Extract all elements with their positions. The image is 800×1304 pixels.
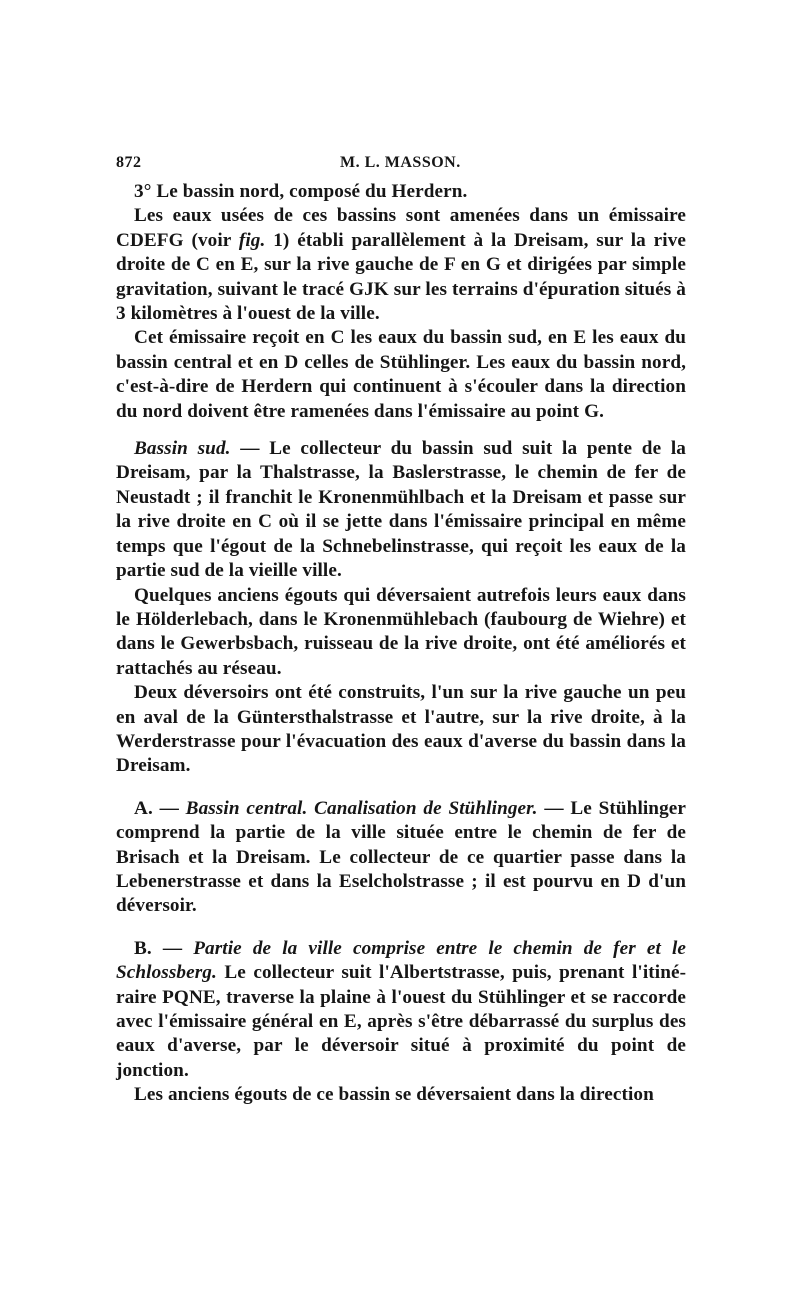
text-span: Quelques anciens égouts qui déversaient autrefois leurs eaux dans le Hölderlebach, dans le Kronenmühlebach (faubourg de Wiehre) et dans le Gewerbsbach, ruisseau de la rive droite, ont été améliorés et rattachés au réseau. [116,584,686,679]
paragraph-bassin-nord [116,180,686,204]
paragraph-partie-ville [116,937,686,1083]
paragraph-bassin-sud [116,437,686,583]
running-header [116,150,686,180]
text-span: — Le collecteur du bassin sud suit la pente de la Dreisam, par la Thalstrasse, la Baslerstrasse, le chemin de fer de Neustadt ; il franchit le Kronenmühlbach et la Dreisam et passe sur la rive droite en C où il se jette dans l'émissaire principal en même temps que l'égout de la Schnebelinstrasse, qui reçoit les eaux de la partie sud de la vieille ville. [116,438,686,582]
text-span: Cet émissaire reçoit en C les eaux du bassin sud, en E les eaux du bassin central et en D celles de Stühlinger. Les eaux du bassin nord, c'est-à-dire de Herdern qui continuent à s'écouler dans la direction du nord doivent être ramenées dans l'émissaire au point G. [116,327,686,422]
paragraph-deversoirs [116,681,686,779]
text-span: Le collecteur suit l'Albertstrasse, puis, prenant l'itinéraire PQNE, traverse la plaine à l'ouest du Stühlinger et se raccorde avec l'émissaire général en E, après s'être débarrassé du surplus des eaux d'averse, par le déversoir situé à proximité du point de jonction. [116,962,686,1081]
italic-span: fig. [238,229,266,251]
paragraph-bassin-central [116,797,686,919]
text-span: — Le Stühlinger comprend la partie de la ville située entre le chemin de fer de Brisach et la Dreisam. Le collecteur de ce quartier passe dans la Lebenerstrasse et dans la Eselcholstrasse ; il est pourvu en D d'un déversoir. [116,797,687,917]
body-text [116,180,686,1108]
paragraph-emissaire [116,326,686,424]
text-span: Deux déversoirs ont été construits, l'un sur la rive gauche un peu en aval de la Güntersthalstrasse et l'autre, sur la rive droite, à la Werderstrasse pour l'évacuation des eaux d'averse du bassin dans la Dreisam. [116,682,686,777]
text-span: A. — [134,797,186,819]
running-title: M. L. MASSON. [340,154,461,171]
paragraph-eaux-usees [116,204,686,326]
italic-span: Bassin central. Canalisation de Stühlinger. [185,797,538,819]
text-span: Les eaux usées de ces bassins sont amenées dans un émissaire CDEFG (voir [116,205,686,251]
text-span: Les anciens égouts de ce bassin se déversaient dans la direction [134,1084,654,1106]
italic-span: Partie de la ville comprise entre le chemin de fer et le Schlossberg. [116,937,686,984]
paragraph-anciens-egouts [116,584,686,682]
paragraph-anciens-egouts-bassin [116,1083,686,1107]
text-span: 3° Le bassin nord, composé du Herdern. [134,181,468,202]
page-number: 872 [116,154,142,171]
book-page [116,150,686,1108]
italic-span: Bassin sud. [134,438,231,460]
text-span: B. — [134,937,194,959]
text-span: 1) établi parallèlement à la Dreisam, sur la rive droite de C en E, sur la rive gauche de F en G et dirigées par simple gravitation, suivant le tracé GJK sur les terrains d'épuration situés à 3 kilomètres à l'ouest de la ville. [116,229,687,325]
